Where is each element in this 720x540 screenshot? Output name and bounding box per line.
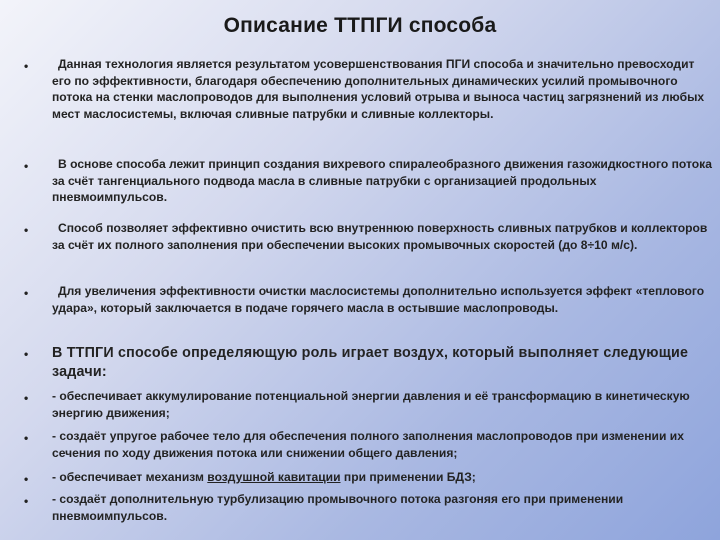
item-text: В основе способа лежит принцип создания вихревого спиралеобразного движения газожидкостного потока за счёт тангенциального подвода масла в сливные патрубки с организацией продольных пневмоимпульсов. bbox=[52, 157, 712, 205]
air-cavitation-term: воздушной кавитации bbox=[207, 470, 341, 484]
item-text: Способ позволяет эффективно очистить всю внутреннюю поверхность сливных патрубков и коллекторов за счёт их полного заполнения при обеспечении высоких промывочных скоростей (до 8÷10 м/с). bbox=[52, 221, 708, 252]
bullet-marker: • bbox=[24, 472, 29, 486]
item-text: - создаёт упругое рабочее тело для обеспечения полного заполнения маслопроводов при изменении их сечения по ходу движения потока или снижении общего давления; bbox=[52, 429, 684, 460]
bullet-marker: • bbox=[24, 286, 29, 300]
item-text-before: - обеспечивает механизм bbox=[52, 470, 208, 484]
bullet-marker: • bbox=[24, 431, 29, 445]
item-text: Данная технология является результатом усовершенствования ПГИ способа и значительно превосходит его по эффективности, благодаря обеспечению дополнительных динамических усилий промывочного потока на стенки маслопроводов для выполнения условий отрыва и выноса частиц загрязнений из любых мест маслосистемы, включая сливные патрубки и сливные коллекторы. bbox=[52, 57, 705, 121]
bullet-marker: • bbox=[24, 223, 29, 237]
bullet-marker: • bbox=[24, 159, 29, 173]
item-text: - обеспечивает аккумулирование потенциальной энергии давления и её трансформацию в кинетическую энергию движения; bbox=[52, 389, 690, 420]
slide-title: Описание ТТПГИ способа bbox=[223, 14, 497, 37]
bullet-marker: • bbox=[24, 494, 29, 508]
item-text: - создаёт дополнительную турбулизацию промывочного потока разгоняя его при применении пневмоимпульсов. bbox=[52, 492, 624, 523]
bullet-marker: • bbox=[24, 347, 29, 361]
bullet-marker: • bbox=[24, 391, 29, 405]
item-text: Для увеличения эффективности очистки маслосистемы дополнительно используется эффект «теплового удара», который заключается в подаче горячего масла в остывшие маслопроводы. bbox=[52, 284, 705, 315]
item-text bbox=[52, 469, 712, 486]
bullet-marker: • bbox=[24, 59, 29, 73]
item-text: В ТТПГИ способе определяющую роль играет воздух, который выполняет следующие задачи: bbox=[52, 345, 689, 380]
item-text-after: при применении БДЗ; bbox=[340, 470, 476, 484]
